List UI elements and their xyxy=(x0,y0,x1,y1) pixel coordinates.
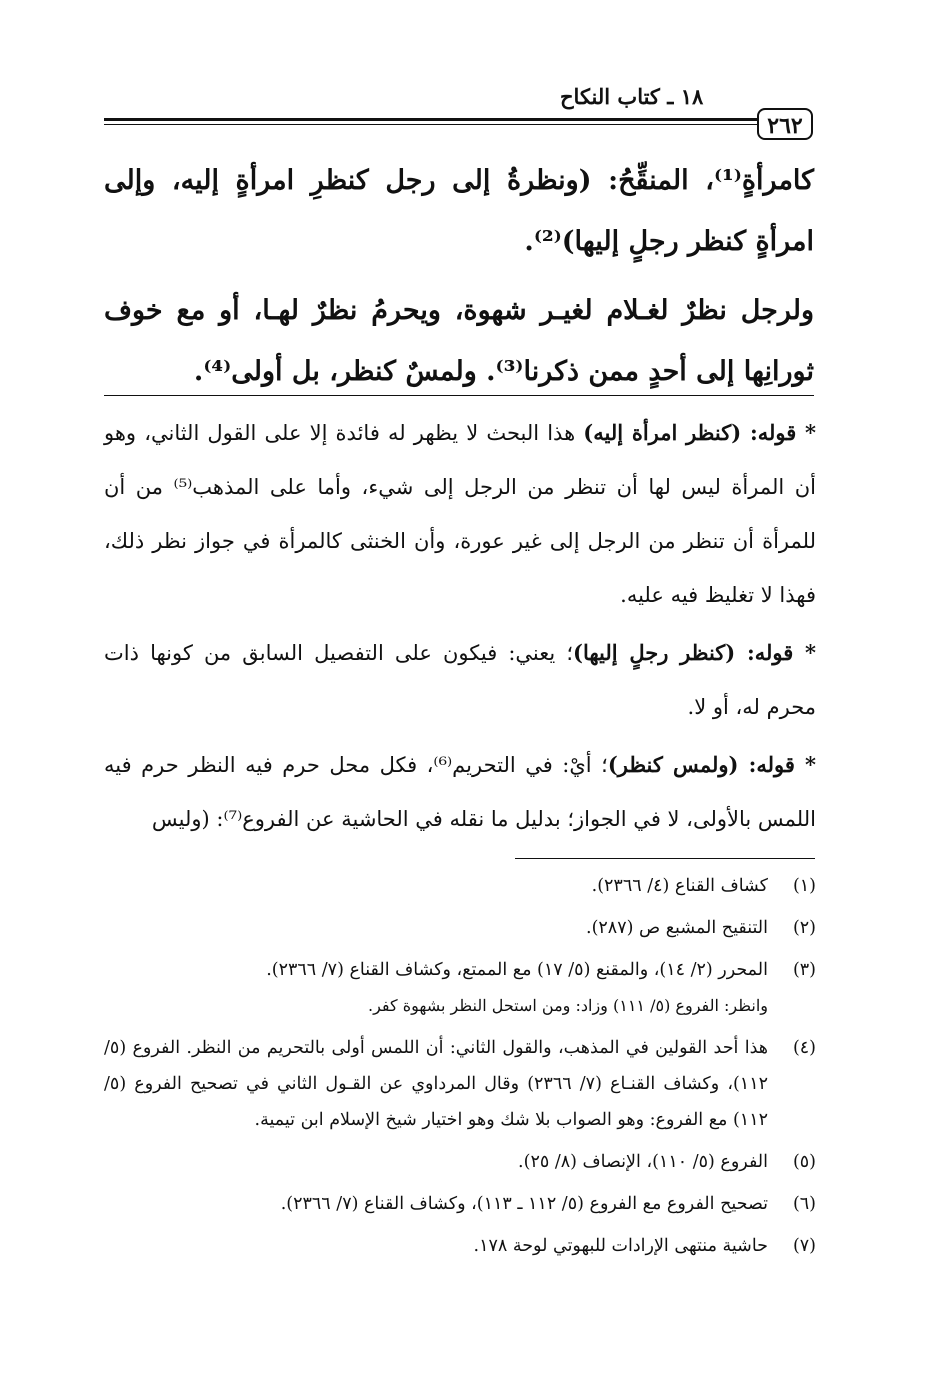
footnote-text: الفروع (٥/ ١١٠)، الإنصاف (٨/ ٢٥). xyxy=(518,1152,768,1172)
footnote-subtext: وانظر: الفروع (٥/ ١١١) وزاد: ومن استحل النظر بشهوة كفر. xyxy=(367,996,768,1015)
commentary-label-3: * قوله: (ولمس كنظر) xyxy=(607,752,817,777)
footnote-number: (٣) xyxy=(792,960,816,980)
commentary-paragraph-2 xyxy=(104,626,816,734)
footnote-text: التنقيح المشبع ص (٢٨٧). xyxy=(586,918,768,938)
header-rule-thick xyxy=(104,118,757,121)
chapter-title: ١٨ ـ كتاب النكاح xyxy=(560,84,704,109)
commentary-label-1: * قوله: (كنظر امرأة إليه) xyxy=(583,420,816,445)
footnote-divider xyxy=(515,858,815,859)
commentary-paragraph-1 xyxy=(104,406,816,622)
footnotes xyxy=(104,868,816,1270)
footnote-number: (٤) xyxy=(792,1038,816,1058)
footnote-text: تصحيح الفروع مع الفروع (٥/ ١١٢ ـ ١١٣)، وكشاف القناع (٧/ ٢٣٦٦). xyxy=(280,1194,768,1214)
commentary-text-2: ؛ يعني: فيكون على التفصيل السابق من كونها ذات محرم له، أو لا. xyxy=(104,641,816,719)
footnote-number: (٧) xyxy=(792,1236,816,1256)
footnote xyxy=(104,1144,816,1180)
matn-paragraph-1: كامرأةٍ⁽¹⁾، المنقِّحُ: (ونظرةُ إلى رجل كنظرِ امرأةٍ إليه، وإلى امرأةٍ كنظر رجلٍ إليها)⁽²⁾. xyxy=(104,165,814,257)
matn-divider xyxy=(104,395,814,396)
footnote xyxy=(104,952,816,1024)
commentary-text-1: هذا البحث لا يظهر له فائدة إلا على القول الثاني، وهو أن المرأة ليس لها أن تنظر من الرجل إلى شيء، وأما على المذهب⁽⁵⁾ من أن للمرأة أن تنظر من الرجل إلى غير عورة، وأن الخنثى كالمرأة في جواز نظر ذلك، فهذا لا تغليظ فيه عليه. xyxy=(104,421,816,607)
footnote-text: حاشية منتهى الإرادات للبهوتي لوحة ١٧٨. xyxy=(473,1236,768,1256)
footnote-number: (٦) xyxy=(792,1194,816,1214)
commentary-label-2: * قوله: (كنظر رجلٍ إليها) xyxy=(573,640,816,665)
commentary xyxy=(104,406,816,850)
footnote xyxy=(104,910,816,946)
footnote xyxy=(104,1030,816,1138)
footnote-number: (٥) xyxy=(792,1152,816,1172)
footnote-text: هذا أحد القولين في المذهب، والقول الثاني: أن اللمس أولى بالتحريم من النظر. الفروع (٥/ ١١٢)، وكشاف القنـاع (٧/ ٢٣٦٦) وقال المرداوي عن القـول الثاني في تصحيح الفروع (٥/ ١١٢) مع الفروع: وهو الصواب بلا شك وهو اختيار شيخ الإسلام ابن تيمية. xyxy=(104,1038,768,1130)
footnote-number: (١) xyxy=(792,876,816,896)
footnote-text: كشاف القناع (٤/ ٢٣٦٦). xyxy=(591,876,768,896)
footnote xyxy=(104,1186,816,1222)
footnote xyxy=(104,1228,816,1264)
footnote-number: (٢) xyxy=(792,918,816,938)
footnote-text: المحرر (٢/ ١٤)، والمقنع (٥/ ١٧) مع الممتع، وكشاف القناع (٧/ ٢٣٦٦). xyxy=(266,960,768,980)
main-text xyxy=(104,150,814,410)
running-header xyxy=(560,84,810,109)
footnote-text-block xyxy=(104,952,768,1024)
header-rule-thin xyxy=(104,124,757,125)
page-number-box: ٢٦٢ xyxy=(757,108,813,140)
footnote xyxy=(104,868,816,904)
matn-paragraph-2: ولرجل نظرٌ لغـلام لغيـر شهوة، ويحرمُ نظرٌ لهـا، أو مع خوف ثورانِها إلى أحدٍ ممن ذكرنا⁽³⁾. ولمسٌ كنظر، بل أولى⁽⁴⁾. xyxy=(104,295,814,387)
commentary-paragraph-3 xyxy=(104,738,816,846)
commentary-text-3: ؛ أيْ: في التحريم⁽⁶⁾، فكل محل حرم فيه النظر حرم فيه اللمس بالأولى، لا في الجواز؛ بدليل ما نقله في الحاشية عن الفروع⁽⁷⁾: (وليس xyxy=(104,753,816,831)
